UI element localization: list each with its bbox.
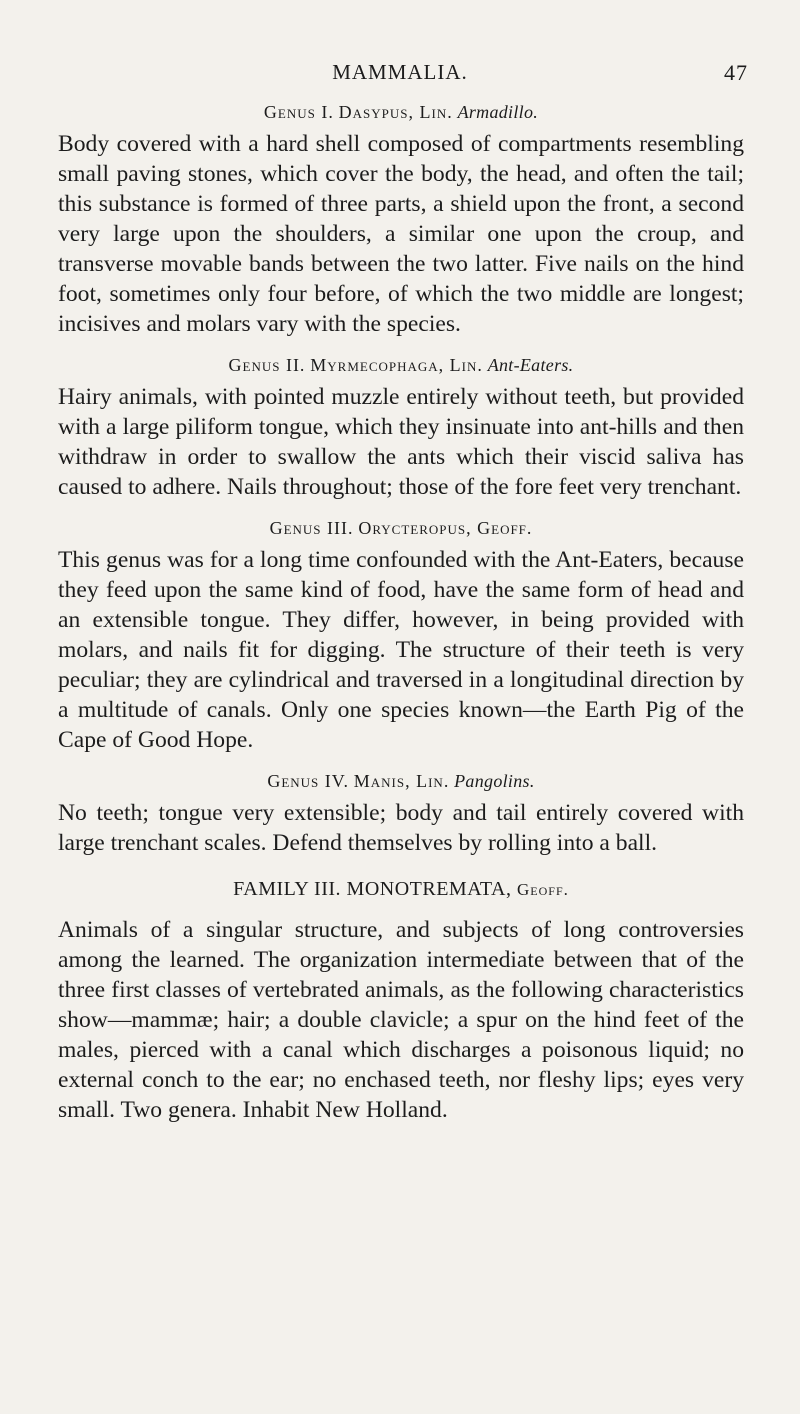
- running-head: [0, 60, 800, 90]
- genus-number: Genus II.: [228, 355, 306, 375]
- genus-heading: [58, 771, 744, 792]
- genus-section-myrmecophaga: [58, 355, 744, 502]
- family-description: Animals of a singular structure, and subjects of long controversies among the learned. The organization intermediate between that of the three first classes of vertebrated animals, as the following characteristics show—mammæ; hair; a double clavicle; a spur on the hind feet of the males, pierced with a canal which discharges a poisonous liquid; no external conch to the ear; no enchased teeth, nor fleshy lips; eyes very small. Two genera. Inhabit New Holland.: [58, 917, 744, 1123]
- family-heading: [58, 878, 744, 901]
- genus-description: Body covered with a hard shell composed of compartments resembling small paving stones, which cover the body, the head, and often the tail; this substance is formed of three parts, a shield upon the front, a second very large upon the shoulders, a similar one upon the croup, and transverse movable bands between the two latter. Five nails on the hind foot, sometimes only four before, of which the two middle are longest; incisives and molars vary with the species.: [58, 131, 744, 337]
- genus-name: Manis, Lin.: [353, 771, 450, 791]
- genus-name: Orycteropus, Geoff.: [358, 518, 533, 538]
- running-title: MAMMALIA.: [332, 60, 468, 84]
- genus-heading: [58, 102, 744, 123]
- genus-section-dasypus: [58, 102, 744, 339]
- genus-heading: [58, 355, 744, 376]
- family-author: Geoff.: [517, 880, 569, 899]
- genus-number: Genus I.: [263, 102, 334, 122]
- genus-description: This genus was for a long time confounded with the Ant-Eaters, because they feed upon the same kind of food, have the same form of head and an extensible tongue. They differ, however, in being provided with molars, and nails fit for digging. The structure of their teeth is very peculiar; they are cylindrical and traversed in a longitudinal direction by a multitude of canals. Only one species known—the Earth Pig of the Cape of Good Hope.: [58, 547, 744, 753]
- family-title: FAMILY III. MONOTREMATA,: [233, 878, 512, 900]
- genus-common-name: Armadillo.: [457, 102, 539, 122]
- page-content: [58, 100, 744, 1137]
- genus-name: Dasypus, Lin.: [338, 102, 453, 122]
- genus-section-orycteropus: [58, 518, 744, 755]
- genus-name: Myrmecophaga, Lin.: [310, 355, 483, 375]
- genus-description: No teeth; tongue very extensible; body and tail entirely covered with large trenchant scales. Defend themselves by rolling into a ball.: [58, 800, 744, 856]
- genus-number: Genus III.: [269, 518, 354, 538]
- genus-section-manis: [58, 771, 744, 858]
- page-number: 47: [724, 60, 748, 85]
- genus-heading: [58, 518, 744, 539]
- genus-description: Hairy animals, with pointed muzzle entirely without teeth, but provided with a large piliform tongue, which they insinuate into ant-hills and then withdraw in order to swallow the ants which their viscid saliva has caused to adhere. Nails throughout; those of the fore feet very trenchant.: [58, 384, 744, 500]
- genus-number: Genus IV.: [267, 771, 349, 791]
- genus-common-name: Pangolins.: [454, 771, 535, 791]
- genus-common-name: Ant-Eaters.: [487, 355, 574, 375]
